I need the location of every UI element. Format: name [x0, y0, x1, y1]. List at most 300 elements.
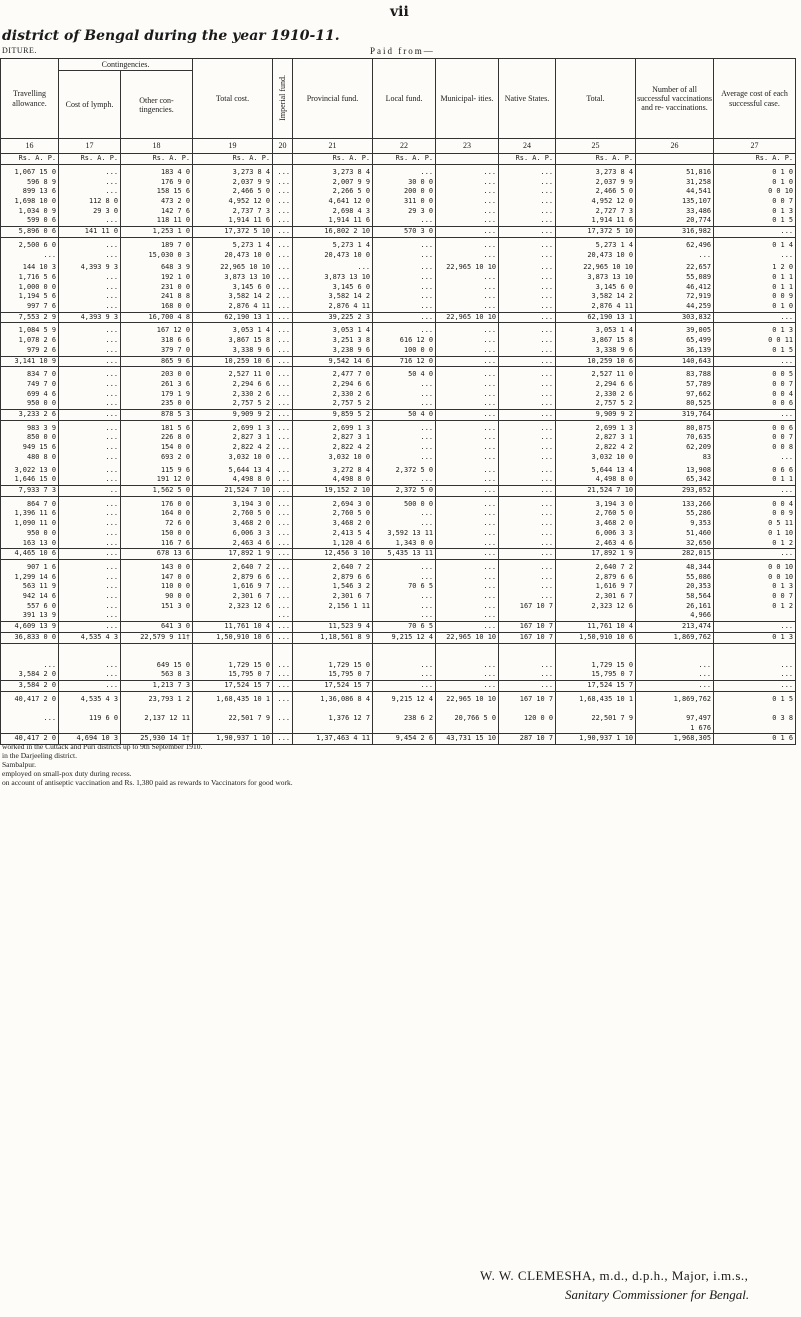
- table-cell: 1,562 5 0: [121, 485, 193, 496]
- table-cell: 167 12 0 318 6 6 379 7 0: [121, 323, 193, 356]
- table-cell: 3,273 8 4 2,037 9 9 2,466 5 0 4,952 12 0 2,737 7 3 1,914 11 6: [193, 164, 273, 226]
- table-cell: 3,022 13 0 1,646 15 0: [1, 463, 59, 486]
- total-row: [1, 549, 796, 560]
- table-cell: 167 10 7: [499, 622, 556, 633]
- table-cell: ..: [59, 485, 121, 496]
- table-cell: 181 5 6 226 8 0 154 0 0 693 2 0: [121, 420, 193, 462]
- table-cell: ...: [436, 680, 499, 691]
- total-header: Total.: [556, 59, 636, 139]
- table-cell: ... ... ... ...: [273, 367, 293, 410]
- table-cell: ... ...: [59, 463, 121, 486]
- table-cell: [499, 643, 556, 658]
- table-cell: [556, 643, 636, 658]
- other-contingencies-header: Other con- tingencies.: [121, 71, 193, 139]
- table-cell: [636, 643, 714, 658]
- table-cell: ... ... ... ...: [59, 420, 121, 462]
- table-cell: 40,417 2 0: [1, 734, 59, 745]
- table-cell: ... ... ... ... ...: [273, 260, 293, 312]
- native-states-header: Native States.: [499, 59, 556, 139]
- table-cell: ...: [59, 410, 121, 421]
- table-cell: 17,892 1 9: [556, 549, 636, 560]
- table-cell: 167 10 7: [499, 632, 556, 643]
- table-cell: 62,190 13 1: [193, 312, 273, 323]
- header-left-label: DITURE.: [2, 46, 37, 55]
- table-cell: ...: [714, 622, 796, 633]
- table-cell: 1,869,762 97,497 1 676: [636, 691, 714, 734]
- table-cell: 641 3 0: [121, 622, 193, 633]
- table-cell: ...: [499, 227, 556, 238]
- table-cell: 39,005 65,499 36,139: [636, 323, 714, 356]
- table-cell: 5,896 0 6: [1, 227, 59, 238]
- average-cost-header: Average cost of each successful case.: [714, 59, 796, 139]
- table-cell: ... ... ... ...: [436, 367, 499, 410]
- table-cell: ... ...: [273, 463, 293, 486]
- table-cell: 1,50,910 10 6: [193, 632, 273, 643]
- table-cell: 22,657 55,089 46,412 72,919 44,259: [636, 260, 714, 312]
- table-cell: 3,053 1 4 3,251 3 8 3,238 9 6: [293, 323, 373, 356]
- total-row: [1, 632, 796, 643]
- table-cell: 2,699 1 3 2,827 3 1 2,822 4 2 3,032 10 0: [293, 420, 373, 462]
- table-cell: ... ...: [499, 658, 556, 681]
- table-cell: 907 1 6 1,299 14 6 563 11 9 942 14 6 557 6 0 391 13 9: [1, 559, 59, 621]
- table-cell: ... ...: [373, 658, 436, 681]
- table-cell: 9,215 12 4 238 6 2: [373, 691, 436, 734]
- table-cell: 50 4 0: [373, 410, 436, 421]
- table-cell: ... 616 12 0 100 0 0: [373, 323, 436, 356]
- table-cell: ...: [273, 312, 293, 323]
- table-cell: ... ... ... ... ... ...: [436, 559, 499, 621]
- table-cell: ...: [714, 680, 796, 691]
- table-cell: 2,527 11 0 2,294 6 6 2,330 2 6 2,757 5 2: [193, 367, 273, 410]
- footnote: on account of antiseptic vaccination and Rs. 1,380 paid as rewards to Vaccinators for good work.: [2, 778, 293, 787]
- table-cell: Rs. A. P.: [193, 154, 273, 165]
- table-cell: 133,266 55,286 9,353 51,460 32,650: [636, 496, 714, 549]
- table-cell: 213,474: [636, 622, 714, 633]
- travelling-allowance-header: Travelling allowance.: [1, 59, 59, 139]
- table-cell: 26: [636, 139, 714, 154]
- table-cell: ...: [436, 485, 499, 496]
- table-cell: Rs. A. P.: [293, 154, 373, 165]
- table-row: [1, 420, 796, 462]
- table-cell: ...: [499, 549, 556, 560]
- table-cell: ... 3,584 2 0: [1, 658, 59, 681]
- local-fund-header: Local fund.: [373, 59, 436, 139]
- table-cell: 22: [373, 139, 436, 154]
- table-cell: 1,36,086 8 4 1,376 12 7: [293, 691, 373, 734]
- table-cell: 648 3 9 192 1 0 231 0 0 241 8 8 168 0 0: [121, 260, 193, 312]
- table-row: [1, 496, 796, 549]
- table-cell: 3,273 8 4 2,007 9 9 2,266 5 0 4,641 12 0 2,698 4 3 1,914 11 6: [293, 164, 373, 226]
- table-cell: 2,640 7 2 2,879 6 6 1,546 3 2 2,301 6 7 2,156 1 11: [293, 559, 373, 621]
- table-cell: 62,496 ...: [636, 237, 714, 260]
- total-row: [1, 410, 796, 421]
- table-cell: 5,273 1 4 20,473 10 0: [193, 237, 273, 260]
- table-cell: 22,965 10 10 3,873 13 10 3,145 6 0 3,582 14 2 2,876 4 11: [556, 260, 636, 312]
- table-cell: 303,832: [636, 312, 714, 323]
- table-row: [1, 691, 796, 734]
- table-cell: 3,194 3 0 2,760 5 0 3,468 2 0 6,006 3 3 2,463 4 6: [556, 496, 636, 549]
- table-cell: 5,273 1 4 20,473 10 0: [556, 237, 636, 260]
- table-cell: ...: [636, 680, 714, 691]
- table-cell: 25,930 14 1†: [121, 734, 193, 745]
- table-cell: 9,859 5 2: [293, 410, 373, 421]
- table-cell: ... ... ... ... ...: [499, 496, 556, 549]
- table-cell: 1,37,463 4 11: [293, 734, 373, 745]
- table-cell: 50 4 0 ... ... ...: [373, 367, 436, 410]
- table-row: [1, 323, 796, 356]
- table-cell: ... ...: [373, 237, 436, 260]
- table-cell: 1,90,937 1 10: [556, 734, 636, 745]
- table-cell: ...: [436, 227, 499, 238]
- table-cell: [59, 643, 121, 658]
- table-cell: ... ... ... ... ... ...: [59, 559, 121, 621]
- table-cell: 143 0 0 147 0 0 110 0 0 90 0 0 151 3 0: [121, 559, 193, 621]
- table-cell: 3,053 1 4 3,867 15 8 3,338 9 6: [556, 323, 636, 356]
- table-cell: ... ... ... ...: [59, 367, 121, 410]
- table-cell: ...: [436, 410, 499, 421]
- table-cell: ... ... ... 112 8 0 29 3 0 ...: [59, 164, 121, 226]
- table-cell: 1,90,937 1 10: [193, 734, 273, 745]
- table-cell: 12,456 3 10: [293, 549, 373, 560]
- table-cell: 40,417 2 0 ...: [1, 691, 59, 734]
- table-cell: ...: [59, 549, 121, 560]
- table-cell: 11,761 10 4: [556, 622, 636, 633]
- table-cell: ... ...: [636, 658, 714, 681]
- table-cell: 5,435 13 11: [373, 549, 436, 560]
- table-cell: 316,982: [636, 227, 714, 238]
- table-cell: 287 10 7: [499, 734, 556, 745]
- table-cell: 1,68,435 10 1 22,501 7 9: [556, 691, 636, 734]
- table-cell: 1,084 5 9 1,078 2 6 979 2 6: [1, 323, 59, 356]
- table-cell: ...: [59, 356, 121, 367]
- table-cell: 1,729 15 0 15,795 0 7: [293, 658, 373, 681]
- table-cell: ... ... ... ... ...: [373, 260, 436, 312]
- table-cell: 203 0 0 261 3 6 179 1 9 235 0 0: [121, 367, 193, 410]
- table-cell: ...: [714, 227, 796, 238]
- vaccinations-number-header: Number of all successful vaccinations and re- vaccinations.: [636, 59, 714, 139]
- column-number-row: [1, 139, 796, 154]
- table-cell: ... ...: [59, 658, 121, 681]
- table-cell: 570 3 0: [373, 227, 436, 238]
- total-row: [1, 227, 796, 238]
- footnote: Sambalpur.: [2, 760, 36, 769]
- table-cell: 4,393 9 3 ... ... ... ...: [59, 260, 121, 312]
- table-cell: ...: [436, 356, 499, 367]
- table-cell: ...: [273, 734, 293, 745]
- table-cell: ...: [499, 485, 556, 496]
- table-cell: 22,965 10 10 3,873 13 10 3,145 6 0 3,582 14 2 2,876 4 11: [193, 260, 273, 312]
- table-cell: 2,500 6 0 ...: [1, 237, 59, 260]
- table-cell: ... ... ... ... ... ...: [436, 164, 499, 226]
- table-cell: 1,68,435 10 1 22,501 7 9: [193, 691, 273, 734]
- table-cell: 18: [121, 139, 193, 154]
- table-cell: 2,372 5 0 ...: [373, 463, 436, 486]
- table-cell: 1,729 15 0 15,795 0 7: [193, 658, 273, 681]
- table-cell: 48,344 55,086 20,353 58,564 26,161 4,966: [636, 559, 714, 621]
- total-row: [1, 312, 796, 323]
- table-cell: 21: [293, 139, 373, 154]
- table-cell: 0 0 4 0 0 9 0 5 11 0 1 10 0 1 2: [714, 496, 796, 549]
- table-cell: 1,729 15 0 15,795 0 7: [556, 658, 636, 681]
- units-row: [1, 154, 796, 165]
- table-cell: 39,225 2 3: [293, 312, 373, 323]
- table-cell: [714, 643, 796, 658]
- table-cell: 4,535 4 3: [59, 632, 121, 643]
- table-cell: ... ... ... ... ...: [59, 496, 121, 549]
- table-cell: ...: [273, 680, 293, 691]
- table-cell: [293, 643, 373, 658]
- table-cell: 4,465 10 6: [1, 549, 59, 560]
- table-row: [1, 367, 796, 410]
- table-cell: ... ... ...: [436, 323, 499, 356]
- table-cell: 140,643: [636, 356, 714, 367]
- table-cell: 16,700 4 8: [121, 312, 193, 323]
- table-cell: ... ...: [436, 658, 499, 681]
- table-row: [1, 260, 796, 312]
- table-cell: 2,372 5 0: [373, 485, 436, 496]
- table-cell: ...: [273, 410, 293, 421]
- table-cell: ... 3,873 13 10 3,145 6 0 3,582 14 2 2,876 4 11: [293, 260, 373, 312]
- table-cell: ... ...: [273, 237, 293, 260]
- total-row: [1, 485, 796, 496]
- table-cell: 1,869,762: [636, 632, 714, 643]
- table-cell: 17,892 1 9: [193, 549, 273, 560]
- table-cell: 0 1 0 0 1 0 0 0 10 0 0 7 0 1 3 0 1 5: [714, 164, 796, 226]
- table-cell: ... 30 0 0 200 0 0 311 0 0 29 3 0 ...: [373, 164, 436, 226]
- provincial-fund-header: Provincial fund.: [293, 59, 373, 139]
- table-cell: ... ... ... ... ...: [436, 496, 499, 549]
- table-cell: 9,542 14 6: [293, 356, 373, 367]
- table-cell: [273, 643, 293, 658]
- table-cell: Rs. A. P.: [59, 154, 121, 165]
- table-cell: 7,553 2 9: [1, 312, 59, 323]
- table-cell: 25: [556, 139, 636, 154]
- table-cell: ...: [273, 485, 293, 496]
- table-cell: 17,524 15 7: [193, 680, 273, 691]
- table-cell: 864 7 0 1,396 11 6 1,090 11 0 950 0 0 163 13 0: [1, 496, 59, 549]
- table-cell: 19: [193, 139, 273, 154]
- table-cell: 62,190 13 1: [556, 312, 636, 323]
- table-cell: 21,524 7 10: [556, 485, 636, 496]
- table-cell: ...: [499, 356, 556, 367]
- table-cell: 23,793 1 2 2,137 12 11: [121, 691, 193, 734]
- table-cell: ...: [714, 410, 796, 421]
- table-cell: 22,965 10 10 ... ... ... ...: [436, 260, 499, 312]
- table-cell: 3,194 3 0 2,760 5 0 3,468 2 0 6,006 3 3 2,463 4 6: [193, 496, 273, 549]
- table-cell: 4,609 13 9: [1, 622, 59, 633]
- table-cell: 293,052: [636, 485, 714, 496]
- table-cell: 878 5 3: [121, 410, 193, 421]
- table-cell: 1,18,561 8 9: [293, 632, 373, 643]
- table-cell: Rs. A. P.: [499, 154, 556, 165]
- table-cell: ...: [436, 622, 499, 633]
- table-cell: ... ... ... ... ... ...: [273, 559, 293, 621]
- table-cell: 1,968,305: [636, 734, 714, 745]
- table-cell: ...: [714, 485, 796, 496]
- table-cell: 17: [59, 139, 121, 154]
- paid-from-label: Paid from—: [370, 46, 435, 56]
- table-cell: ...: [499, 680, 556, 691]
- table-cell: 2,477 7 0 2,294 6 6 2,330 2 6 2,757 5 2: [293, 367, 373, 410]
- table-cell: ...: [273, 622, 293, 633]
- table-cell: 319,764: [636, 410, 714, 421]
- imperial-fund-header: Imperial fund.: [273, 59, 293, 139]
- table-cell: 9,909 9 2: [193, 410, 273, 421]
- table-cell: 4,694 10 3: [59, 734, 121, 745]
- table-cell: 3,273 8 4 2,037 9 9 2,466 5 0 4,952 12 0 2,727 7 3 1,914 11 6: [556, 164, 636, 226]
- table-cell: 115 9 6 191 12 0: [121, 463, 193, 486]
- page-title: district of Bengal during the year 1910-11.: [2, 28, 340, 44]
- table-cell: 9,215 12 4: [373, 632, 436, 643]
- table-cell: ... ...: [436, 463, 499, 486]
- table-cell: 865 9 6: [121, 356, 193, 367]
- total-row: [1, 356, 796, 367]
- table-cell: ...: [436, 549, 499, 560]
- table-cell: 0 0 10 0 0 10 0 1 3 0 0 7 0 1 2: [714, 559, 796, 621]
- table-cell: 0 1 6: [714, 734, 796, 745]
- table-cell: 7,933 7 3: [1, 485, 59, 496]
- table-cell: [636, 154, 714, 165]
- table-cell: 983 3 9 850 0 0 949 15 6 480 8 0: [1, 420, 59, 462]
- table-cell: ...: [499, 312, 556, 323]
- table-cell: 10,259 10 6: [556, 356, 636, 367]
- table-cell: ...: [273, 227, 293, 238]
- table-cell: ... ...: [499, 463, 556, 486]
- table-cell: 17,372 5 10: [193, 227, 273, 238]
- table-cell: 21,524 7 10: [193, 485, 273, 496]
- table-cell: ...: [499, 410, 556, 421]
- table-cell: [373, 643, 436, 658]
- table-cell: ... ... ... ... ...: [499, 260, 556, 312]
- table-cell: 22,965 10 10: [436, 312, 499, 323]
- total-cost-header: Total cost.: [193, 59, 273, 139]
- table-cell: 2,694 3 0 2,760 5 0 3,468 2 0 2,413 5 4 1,120 4 6: [293, 496, 373, 549]
- table-cell: ...: [273, 356, 293, 367]
- signature: W. W. CLEMESHA, m.d., d.p.h., Major, i.m.s.,: [480, 1268, 749, 1283]
- table-cell: Rs. A. P.: [373, 154, 436, 165]
- table-cell: ... ... ... ...: [436, 420, 499, 462]
- table-cell: 1 2 0 0 1 1 0 1 1 0 0 9 0 1 0: [714, 260, 796, 312]
- table-cell: ...: [373, 312, 436, 323]
- table-cell: 24: [499, 139, 556, 154]
- table-cell: [193, 643, 273, 658]
- table-cell: 2,699 1 3 2,827 3 1 2,822 4 2 3,032 10 0: [193, 420, 273, 462]
- table-cell: Rs. A. P.: [556, 154, 636, 165]
- table-cell: 36,833 0 0: [1, 632, 59, 643]
- table-cell: 500 0 0 ... ... 3,592 13 11 1,343 0 0: [373, 496, 436, 549]
- table-cell: 43,731 15 10: [436, 734, 499, 745]
- table-row: [1, 658, 796, 681]
- table-cell: 20: [273, 139, 293, 154]
- table-cell: 11,761 10 4: [193, 622, 273, 633]
- table-cell: 17,524 15 7: [556, 680, 636, 691]
- table-cell: 13,908 65,342: [636, 463, 714, 486]
- table-cell: 0 0 6 0 0 7 0 0 8 ...: [714, 420, 796, 462]
- table-cell: 716 12 0: [373, 356, 436, 367]
- table-cell: 1,067 15 0 596 8 9 899 13 6 1,698 10 0 1,034 0 9 599 0 6: [1, 164, 59, 226]
- table-cell: 834 7 0 749 7 0 699 4 6 950 0 0: [1, 367, 59, 410]
- table-cell: 3,272 8 4 4,498 8 0: [293, 463, 373, 486]
- table-cell: [1, 643, 59, 658]
- table-row: [1, 237, 796, 260]
- table-cell: ... ...: [273, 658, 293, 681]
- table-cell: 183 4 0 176 9 0 158 15 6 473 2 0 142 7 6 118 11 0: [121, 164, 193, 226]
- table-cell: 2,527 11 0 2,294 6 6 2,330 2 6 2,757 5 2: [556, 367, 636, 410]
- table-cell: 16: [1, 139, 59, 154]
- table-cell: 11,523 9 4: [293, 622, 373, 633]
- table-cell: 0 1 3 0 0 11 0 1 5: [714, 323, 796, 356]
- table-cell: 282,015: [636, 549, 714, 560]
- table-cell: Rs. A. P.: [714, 154, 796, 165]
- table-cell: 141 11 0: [59, 227, 121, 238]
- table-cell: 0 1 3: [714, 632, 796, 643]
- table-cell: 5,644 13 4 4,498 8 0: [556, 463, 636, 486]
- table-cell: 144 10 3 1,716 5 6 1,000 0 0 1,194 5 6 997 7 6: [1, 260, 59, 312]
- table-cell: 83,788 57,789 97,662 80,525: [636, 367, 714, 410]
- table-cell: 51,816 31,258 44,541 135,107 33,486 20,774: [636, 164, 714, 226]
- table-cell: ... ... ... ... ... ...: [499, 164, 556, 226]
- table-cell: ...: [714, 312, 796, 323]
- table-cell: 17,524 15 7: [293, 680, 373, 691]
- table-cell: ... ...: [499, 237, 556, 260]
- table-cell: 649 15 0 563 8 3: [121, 658, 193, 681]
- municipalities-header: Municipal- ities.: [436, 59, 499, 139]
- table-cell: 189 7 0 15,030 0 3: [121, 237, 193, 260]
- table-cell: 167 10 7 120 0 0: [499, 691, 556, 734]
- table-cell: 176 0 0 164 0 0 72 6 0 150 0 0 116 7 6: [121, 496, 193, 549]
- total-row: [1, 622, 796, 633]
- table-cell: ...: [59, 680, 121, 691]
- table-cell: ... ... ... ...: [499, 367, 556, 410]
- table-cell: ... ... 70 6 5 ... ... ...: [373, 559, 436, 621]
- table-cell: 19,152 2 10: [293, 485, 373, 496]
- table-cell: 17,372 5 10: [556, 227, 636, 238]
- table-row: [1, 463, 796, 486]
- table-cell: ... ... ...: [59, 323, 121, 356]
- table-cell: 70 6 5: [373, 622, 436, 633]
- table-cell: ... ...: [59, 237, 121, 260]
- footnote: employed on small-pox duty during recess.: [2, 769, 132, 778]
- table-cell: 27: [714, 139, 796, 154]
- table-cell: 3,584 2 0: [1, 680, 59, 691]
- signature-title: Sanitary Commissioner for Bengal.: [565, 1287, 750, 1302]
- table-cell: ... ... ... ...: [273, 420, 293, 462]
- table-cell: ... ... ... ...: [373, 420, 436, 462]
- table-cell: ... ... ...: [499, 323, 556, 356]
- table-cell: 22,965 10 10 20,766 5 0: [436, 691, 499, 734]
- table-cell: ...: [373, 680, 436, 691]
- table-cell: 5,644 13 4 4,498 8 0: [193, 463, 273, 486]
- table-cell: 9,909 9 2: [556, 410, 636, 421]
- table-cell: [436, 154, 499, 165]
- table-row: [1, 164, 796, 226]
- table-cell: 0 1 5 0 3 8: [714, 691, 796, 734]
- table-cell: 23: [436, 139, 499, 154]
- total-row: [1, 680, 796, 691]
- table-cell: 678 13 6: [121, 549, 193, 560]
- table-cell: ... ... ... ...: [499, 420, 556, 462]
- table-cell: Rs. A. P.: [1, 154, 59, 165]
- table-cell: [436, 643, 499, 658]
- table-cell: Rs. A. P.: [121, 154, 193, 165]
- table-cell: 1,253 1 0: [121, 227, 193, 238]
- table-cell: ... ...: [714, 658, 796, 681]
- expenditure-table: [0, 58, 796, 745]
- table-cell: 80,875 70,635 62,209 83: [636, 420, 714, 462]
- table-cell: 3,053 1 4 3,867 15 8 3,338 9 6: [193, 323, 273, 356]
- table-cell: 0 6 6 0 1 1: [714, 463, 796, 486]
- table-cell: 4,393 9 3: [59, 312, 121, 323]
